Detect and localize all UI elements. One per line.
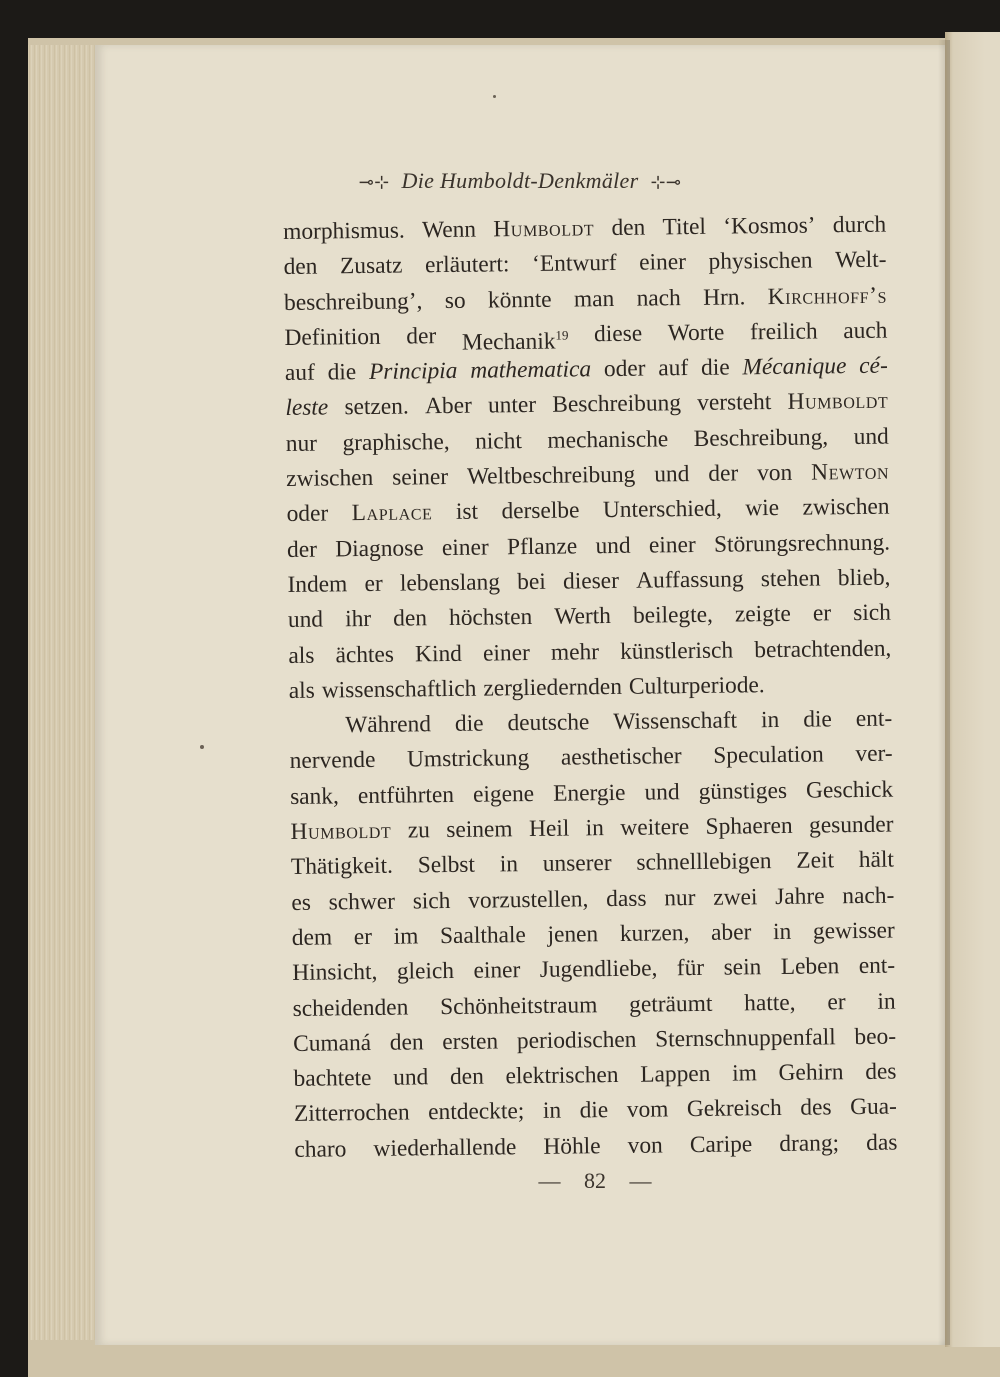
word: zeigte (734, 601, 791, 628)
ornament-right-icon: ⊹⊸ (650, 172, 682, 192)
word: Cumaná (292, 1029, 372, 1057)
page-number (515, 1168, 675, 1194)
italic-title: Mécanique (742, 353, 847, 381)
word: sein (723, 954, 762, 981)
word: des (865, 1058, 897, 1086)
text-line (289, 737, 892, 780)
word: zergliedernden (483, 673, 623, 702)
ornament-left-icon: ⊸⊹ (358, 172, 390, 192)
folio-number: 82 (584, 1168, 606, 1193)
word: in (772, 918, 792, 946)
word: Werth (554, 603, 612, 630)
word: eigene (472, 780, 535, 808)
word: Störungsrechnung. (713, 529, 891, 558)
word: vom (626, 1096, 669, 1124)
word: dieser (562, 567, 620, 595)
word: nach- (842, 882, 895, 909)
word: scheidenden (292, 994, 409, 1022)
name-kirchhoff: Kirchhoff’s (767, 282, 888, 310)
word: ver- (855, 741, 893, 768)
body-text (283, 208, 898, 1168)
word: Sternschnuppenfall (654, 1024, 836, 1053)
italic-title: cé- (859, 352, 888, 380)
text-line (288, 631, 891, 674)
word: beo- (854, 1023, 897, 1050)
stacked-page-edges (28, 45, 98, 1340)
word: Selbst (417, 852, 476, 879)
word: höchsten (448, 604, 533, 632)
word: aber (710, 919, 752, 946)
word: dass (606, 885, 647, 912)
word: Kind (414, 640, 463, 667)
word: Gehirn (778, 1059, 844, 1087)
word: Auffassung (635, 566, 744, 594)
word: zwischen (286, 464, 374, 493)
word: das (865, 1129, 898, 1156)
word: einer (482, 639, 530, 667)
word: Pflanze (506, 533, 578, 560)
word: einer (648, 531, 696, 559)
word: die (579, 1097, 609, 1124)
word: seinem (446, 816, 513, 844)
word: einer (441, 534, 489, 561)
word: entdeckte; (428, 1098, 525, 1126)
word: blieb, (837, 564, 891, 592)
word: in (542, 1098, 562, 1125)
running-header-title: Die Humboldt-Denkmäler (401, 168, 639, 193)
word: im (731, 1060, 758, 1087)
word: nur (285, 430, 318, 457)
word: versteht (697, 389, 772, 417)
word: Umstrickung (406, 745, 530, 773)
word: Energie (552, 779, 626, 807)
word: Beschreibung, (693, 424, 829, 452)
word: Hrn. (702, 283, 746, 311)
word: nicht (474, 427, 523, 455)
word-with-footnote (462, 317, 569, 354)
word: schnelllebigen (636, 848, 772, 877)
word: gesunder (808, 811, 894, 839)
word: Sphaeren (705, 812, 793, 840)
word: lebenslang (399, 569, 501, 597)
name-humboldt: Humboldt (493, 215, 595, 243)
word: von (756, 459, 793, 487)
word: oder (603, 355, 646, 383)
italic-title: leste (285, 394, 329, 422)
word: Zusatz (339, 252, 403, 280)
word: die (803, 706, 832, 733)
paper-speck (493, 95, 496, 98)
gutter-shadow (938, 40, 950, 1345)
word: und (644, 778, 680, 806)
word: Aber (424, 393, 472, 420)
word: so (444, 287, 466, 314)
word: Definition (284, 323, 381, 351)
word: die (700, 354, 730, 382)
word: Diagnose (335, 534, 424, 563)
word: und (654, 461, 690, 488)
word: elektrischen (505, 1062, 619, 1090)
folio-dash: — (538, 1168, 561, 1193)
word: gleich (396, 958, 455, 985)
word: betrachtenden, (754, 635, 892, 663)
word: Unterschied, (602, 496, 722, 524)
word: er (827, 988, 846, 1015)
word: mechanische (547, 426, 669, 454)
word: den (449, 1063, 484, 1091)
word: freilich (749, 318, 818, 346)
word: gewisser (812, 917, 895, 945)
word: Geschick (805, 776, 894, 804)
word: er (812, 600, 832, 627)
word: Höhle (543, 1132, 601, 1160)
word: Culturperiode. (628, 672, 765, 700)
word: charo (294, 1136, 347, 1163)
word: entführten (357, 781, 455, 809)
word: nervende (289, 747, 376, 775)
name-laplace: Laplace (351, 499, 433, 527)
word: einer (639, 249, 687, 276)
word: Wenn (421, 216, 477, 244)
word: von (627, 1132, 663, 1159)
word: Worte (667, 319, 725, 347)
word: in (499, 851, 519, 878)
word: Lappen (640, 1060, 711, 1088)
word: Mechanik (461, 328, 556, 356)
word: der (286, 536, 318, 563)
word: zwischen (802, 493, 890, 522)
word: wissenschaftlich (321, 675, 477, 704)
word: in (760, 707, 780, 734)
word: für (676, 955, 705, 982)
word: und (853, 423, 889, 450)
word: drang; (779, 1129, 840, 1157)
text-line (294, 1125, 897, 1168)
word: auch (843, 317, 888, 345)
word: Caripe (689, 1131, 753, 1158)
word: sich (853, 599, 892, 627)
footnote-marker: 19 (555, 327, 569, 343)
word: weitere (620, 814, 690, 841)
word: Heil (528, 815, 570, 843)
word: und (287, 606, 324, 634)
word: Schönheitstraum (439, 991, 598, 1020)
word: und (595, 532, 631, 559)
word: ‘Entwurf (531, 250, 617, 278)
word: ersten (442, 1028, 499, 1055)
word: des (800, 1094, 832, 1122)
italic-title: Principia (368, 358, 458, 386)
word: könnte (487, 286, 552, 314)
word: deutsche (507, 709, 590, 737)
word: der (406, 323, 437, 350)
word: die (454, 710, 484, 738)
word: einer (473, 957, 521, 984)
word: den (611, 214, 646, 241)
word: bei (517, 568, 546, 596)
word: nach (636, 284, 681, 312)
word: beilegte, (632, 602, 714, 630)
word: in (585, 815, 605, 842)
word: Beschreibung (552, 390, 682, 419)
word: Weltbeschreibung (466, 461, 636, 490)
word: zwei (713, 883, 758, 911)
word: ihr (344, 606, 372, 633)
word: derselbe (501, 497, 580, 525)
italic-title: mathematica (470, 356, 592, 384)
word: es (291, 889, 312, 916)
name-humboldt: Humboldt (787, 388, 889, 416)
word: diese (593, 320, 643, 348)
word: zu (407, 817, 431, 844)
word: unserer (542, 850, 612, 878)
word: ‘Kosmos’ (723, 212, 816, 240)
name-humboldt: Humboldt (290, 817, 392, 845)
word: künstlerisch (619, 637, 734, 665)
word: als (288, 677, 315, 704)
word: seiner (392, 464, 449, 491)
word: und (393, 1064, 429, 1091)
word: er (364, 570, 383, 597)
word: ächtes (335, 641, 395, 668)
paper-speck (200, 745, 204, 749)
word: Titel (662, 213, 707, 241)
word: ent- (858, 952, 896, 980)
word: periodischen (516, 1026, 637, 1055)
word: mehr (550, 638, 600, 666)
word: Zitterrochen (293, 1099, 410, 1128)
word: jenen (547, 921, 599, 948)
word: ent- (855, 705, 893, 733)
word: setzen. (344, 393, 409, 421)
word: man (573, 285, 615, 313)
word: Speculation (713, 741, 824, 770)
word: sank, (289, 783, 339, 810)
word: durch (832, 211, 887, 239)
word: unter (487, 392, 537, 419)
word: im (393, 923, 419, 950)
word: beschreibung’, (283, 287, 423, 316)
running-header (95, 168, 945, 194)
folio-dash: — (629, 1168, 652, 1193)
word: graphische, (342, 428, 450, 457)
text-line (292, 949, 895, 992)
word: die (327, 359, 357, 386)
name-newton: Newton (810, 458, 890, 486)
word: Leben (780, 953, 840, 981)
word: stehen (760, 565, 821, 593)
word: den (389, 1029, 424, 1056)
word: schwer (328, 888, 396, 916)
word: er (353, 923, 373, 951)
word: oder (286, 500, 329, 528)
word: Zeit (796, 847, 835, 875)
word: den (393, 605, 428, 632)
word: sich (412, 887, 451, 915)
word: Wissenschaft (613, 707, 738, 736)
word: bachtete (293, 1065, 372, 1093)
word: Jugendliebe, (539, 955, 658, 984)
word: der (708, 460, 739, 487)
word: kurzen, (619, 920, 690, 947)
word: auf (284, 359, 315, 387)
word: nur (664, 884, 696, 912)
word: Saalthale (439, 922, 526, 950)
word: dem (291, 924, 333, 951)
word: geträumt (629, 990, 713, 1018)
word: Thätigkeit. (290, 853, 394, 881)
word: wie (745, 495, 780, 522)
word: Jahre (775, 883, 825, 910)
word: den (283, 253, 318, 281)
word: Welt- (834, 246, 887, 274)
word: vorzustellen, (468, 885, 589, 914)
text-line (287, 561, 890, 604)
word: erläutert: (424, 251, 510, 279)
word: hält (858, 846, 895, 874)
word: Gekreisch (686, 1095, 782, 1123)
word: Gua- (849, 1093, 898, 1121)
word: hatte, (744, 989, 796, 1016)
word: Während (345, 711, 432, 739)
word: wiederhallende (373, 1133, 517, 1162)
facing-page-strip (945, 32, 1000, 1347)
word: Hinsicht, (292, 959, 378, 987)
word: aesthetischer (560, 743, 682, 772)
word: günstiges (698, 777, 788, 805)
word: als (288, 642, 315, 669)
word: ist (455, 499, 479, 526)
word: physischen (708, 247, 813, 276)
text-line (286, 419, 889, 462)
word: Indem (287, 571, 348, 598)
word: morphismus. (283, 217, 405, 245)
text-line (291, 878, 894, 921)
word: in (877, 988, 896, 1015)
word: auf (658, 355, 689, 382)
